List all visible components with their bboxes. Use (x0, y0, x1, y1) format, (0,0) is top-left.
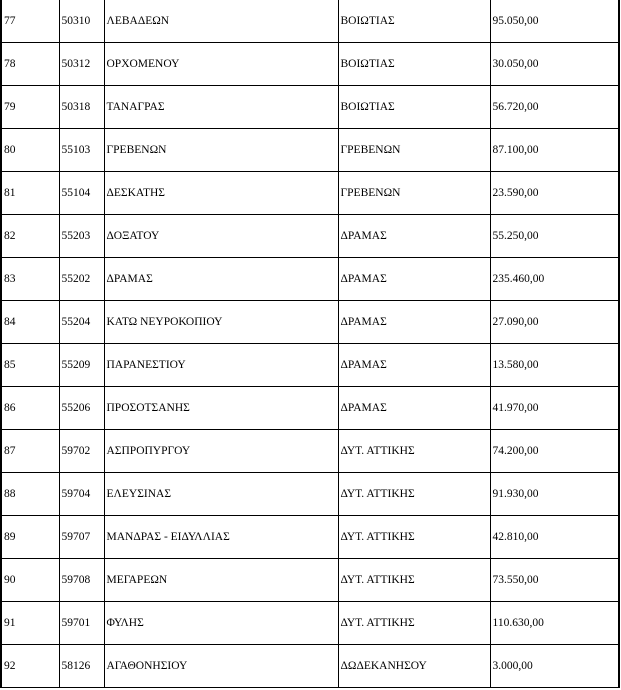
municipality-cell: ΦΥΛΗΣ (104, 602, 338, 645)
prefecture-cell: ΔΡΑΜΑΣ (338, 301, 490, 344)
amount-cell: 73.550,00 (490, 559, 619, 602)
table-row (1, 215, 619, 258)
code-cell: 59704 (59, 473, 104, 516)
municipality-cell: ΠΑΡΑΝΕΣΤΙΟΥ (104, 344, 338, 387)
code-cell: 59701 (59, 602, 104, 645)
table-row (1, 129, 619, 172)
table-row (1, 430, 619, 473)
row-number-cell: 90 (1, 559, 59, 602)
amount-cell: 91.930,00 (490, 473, 619, 516)
amount-cell: 56.720,00 (490, 86, 619, 129)
municipality-cell: ΕΛΕΥΣΙΝΑΣ (104, 473, 338, 516)
municipality-cell: ΛΕΒΑΔΕΩΝ (104, 0, 338, 43)
table-row (1, 172, 619, 215)
code-cell: 55204 (59, 301, 104, 344)
row-number-cell: 83 (1, 258, 59, 301)
amount-cell: 87.100,00 (490, 129, 619, 172)
prefecture-cell: ΔΥΤ. ΑΤΤΙΚΗΣ (338, 602, 490, 645)
municipality-cell: ΚΑΤΩ ΝΕΥΡΟΚΟΠΙΟΥ (104, 301, 338, 344)
amount-cell: 74.200,00 (490, 430, 619, 473)
amount-cell: 41.970,00 (490, 387, 619, 430)
municipality-cell: ΑΓΑΘΟΝΗΣΙΟΥ (104, 645, 338, 688)
municipality-cell: ΠΡΟΣΟΤΣΑΝΗΣ (104, 387, 338, 430)
municipality-cell: ΔΟΞΑΤΟΥ (104, 215, 338, 258)
row-number-cell: 80 (1, 129, 59, 172)
municipality-cell: ΑΣΠΡΟΠΥΡΓΟΥ (104, 430, 338, 473)
row-number-cell: 79 (1, 86, 59, 129)
row-number-cell: 92 (1, 645, 59, 688)
row-number-cell: 81 (1, 172, 59, 215)
prefecture-cell: ΔΥΤ. ΑΤΤΙΚΗΣ (338, 559, 490, 602)
municipality-cell: ΜΕΓΑΡΕΩΝ (104, 559, 338, 602)
row-number-cell: 84 (1, 301, 59, 344)
row-number-cell: 82 (1, 215, 59, 258)
table-row (1, 602, 619, 645)
code-cell: 50312 (59, 43, 104, 86)
code-cell: 58126 (59, 645, 104, 688)
municipality-cell: ΔΕΣΚΑΤΗΣ (104, 172, 338, 215)
municipality-cell: ΔΡΑΜΑΣ (104, 258, 338, 301)
municipality-cell: ΟΡΧΟΜΕΝΟΥ (104, 43, 338, 86)
prefecture-cell: ΒΟΙΩΤΙΑΣ (338, 86, 490, 129)
row-number-cell: 86 (1, 387, 59, 430)
table-row (1, 0, 619, 43)
prefecture-cell: ΔΡΑΜΑΣ (338, 258, 490, 301)
row-number-cell: 88 (1, 473, 59, 516)
code-cell: 55104 (59, 172, 104, 215)
table-row (1, 301, 619, 344)
table-row (1, 86, 619, 129)
row-number-cell: 89 (1, 516, 59, 559)
amount-cell: 3.000,00 (490, 645, 619, 688)
amount-cell: 23.590,00 (490, 172, 619, 215)
code-cell: 59708 (59, 559, 104, 602)
code-cell: 50310 (59, 0, 104, 43)
code-cell: 55103 (59, 129, 104, 172)
code-cell: 55202 (59, 258, 104, 301)
prefecture-cell: ΔΡΑΜΑΣ (338, 344, 490, 387)
code-cell: 55206 (59, 387, 104, 430)
row-number-cell: 78 (1, 43, 59, 86)
municipality-cell: ΓΡΕΒΕΝΩΝ (104, 129, 338, 172)
row-number-cell: 91 (1, 602, 59, 645)
prefecture-cell: ΔΥΤ. ΑΤΤΙΚΗΣ (338, 430, 490, 473)
amount-cell: 30.050,00 (490, 43, 619, 86)
municipality-cell: ΜΑΝΔΡΑΣ - ΕΙΔΥΛΛΙΑΣ (104, 516, 338, 559)
amount-cell: 110.630,00 (490, 602, 619, 645)
prefecture-cell: ΔΡΑΜΑΣ (338, 387, 490, 430)
municipality-cell: ΤΑΝΑΓΡΑΣ (104, 86, 338, 129)
row-number-cell: 85 (1, 344, 59, 387)
prefecture-cell: ΔΩΔΕΚΑΝΗΣΟΥ (338, 645, 490, 688)
table-row (1, 559, 619, 602)
table-row (1, 473, 619, 516)
row-number-cell: 87 (1, 430, 59, 473)
code-cell: 59707 (59, 516, 104, 559)
amount-cell: 55.250,00 (490, 215, 619, 258)
amount-cell: 13.580,00 (490, 344, 619, 387)
prefecture-cell: ΓΡΕΒΕΝΩΝ (338, 129, 490, 172)
table-row (1, 258, 619, 301)
code-cell: 55209 (59, 344, 104, 387)
row-number-cell: 77 (1, 0, 59, 43)
code-cell: 59702 (59, 430, 104, 473)
table-row (1, 344, 619, 387)
code-cell: 50318 (59, 86, 104, 129)
table-body (1, 0, 619, 688)
prefecture-cell: ΒΟΙΩΤΙΑΣ (338, 0, 490, 43)
prefecture-cell: ΔΥΤ. ΑΤΤΙΚΗΣ (338, 473, 490, 516)
table-row (1, 387, 619, 430)
prefecture-cell: ΓΡΕΒΕΝΩΝ (338, 172, 490, 215)
amount-cell: 235.460,00 (490, 258, 619, 301)
amount-cell: 42.810,00 (490, 516, 619, 559)
table-row (1, 516, 619, 559)
code-cell: 55203 (59, 215, 104, 258)
prefecture-cell: ΒΟΙΩΤΙΑΣ (338, 43, 490, 86)
amount-cell: 95.050,00 (490, 0, 619, 43)
table-row (1, 645, 619, 688)
prefecture-cell: ΔΥΤ. ΑΤΤΙΚΗΣ (338, 516, 490, 559)
amount-cell: 27.090,00 (490, 301, 619, 344)
table-row (1, 43, 619, 86)
prefecture-cell: ΔΡΑΜΑΣ (338, 215, 490, 258)
